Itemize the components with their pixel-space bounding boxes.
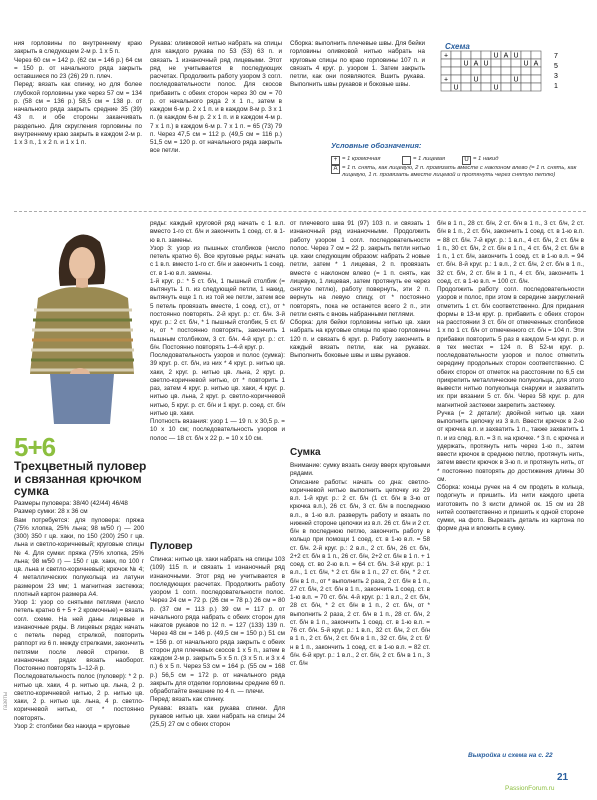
paragraph: Спинка: нитью цв. хаки набрать на спицы 103 (109) 115 п. и связать 1 изнаночный ряд изнаночными. Этот ряд не учитывается в последующих расчетах. Продолжить работу узором 1 согл. последовательности полос. Через 24 см = 72 р. (26 см = 78 р.) 26 см = 80 р. (37 см = 113 р.) 39 см = 117 р. от начального ряда набрать с обеих сторон для накатов рукавов по 12 п. = 127 (133) 139 п. Через 48 см = 146 р. (49,5 см = 150 р.) 51 см = 156 р. от начального ряда закрыть с обеих сторон для плечевых скосов 1 х 5 п., затем в каждом 2-м р. закрыть 5 х 5 п. (3 х 5 п. и 3 х 4 п.) 6 х 5 п. Через 53 см = 164 р. (55 см = 168 р.) 56,5 см = 172 р. от начального ряда закрыть для отделки горловины средние 69 п. обработайте внешние по 4 п. — плечи. [150, 556, 285, 695]
col4-bottom [437, 220, 584, 748]
schema-symbol: U [513, 76, 519, 84]
schema-symbol: U [483, 60, 489, 68]
schema-cell [471, 83, 481, 91]
schema-cell [461, 75, 471, 83]
schema-cell [501, 75, 511, 83]
schema-cell [501, 59, 511, 67]
schema-cell [451, 51, 461, 59]
paragraph: Сборка: концы ручек на 4 см продеть в кольца, подогнуть и пришить. Из нити каждого цвета изготовить по 3 кисти длиной ок. 15 см из 28 нитей соответственно и пришить к одной стороне сумки, на фото. Вырезать деталь из картона по форме дна и вложить в сумку. [437, 484, 584, 533]
knitting-chart [440, 50, 570, 92]
schema-symbol: + [443, 52, 449, 60]
model-photo [24, 224, 140, 424]
paragraph: Узор 1: узор со снятыми петлями (число петель кратно 6 + 5 + 2 кромочные) = вязать согл. схеме. На ней даны лицевые и изнаночные ряды. В лицевых рядах начать с петель перед стрелкой, повторить раппорт из 6 п. между стрелками, закончить петлями после левой стрелки. В изнаночных рядах вязать наоборот. Постоянно повторять 1–12-й р. [14, 599, 144, 672]
schema-row-number: 7 [554, 53, 558, 60]
col3-bag [290, 462, 430, 762]
schema-cell [461, 83, 471, 91]
schema-cell [511, 59, 521, 67]
schema-cell [531, 83, 541, 91]
schema-cell [521, 67, 531, 75]
paragraph: Перед: вязать как спинку, но для более глубокой горловины уже через 57 см = 134 р. (58 см = 136 р.) 58,5 см = 138 р. от начального ряда закрыть средние 35 (39) 43 п. и обе стороны заканчивать раздельно. Для скругления горловины по внутреннему краю закрыть в каждом 2-м р. 1 х 3 п., 1 х 2 п. и 1 х 1 п. [14, 81, 142, 146]
schema-symbol: U [453, 84, 459, 92]
paragraph: ния горловины по внутреннему краю закрыть в следующем 2-м р. 1 х 5 п. [14, 40, 142, 56]
col2-bottom [150, 220, 285, 538]
paragraph: от плечевого шва 91 (97) 103 п. и связать 1 изнаночный ряд изнаночными. Продолжить работу узором 1 согл. последовательности полос. Через 7 см = 22 р. закрыть петли нитью цв. хаки следующим образом: набрать 2 новые петли, затем * 1 лицевая, 2 п. провязать вместе с наклоном влево (= 1 п. снять, как лицевую, 1 лицевая, затем протянуть ее через снятую петлю), работу повернуть, эти 2 п. вернуть на левую спицу, от * постоянно повторять, пока не останется всего 2 п., эти петли снять с вновь набранными петлями. [290, 220, 430, 318]
schema-cell [521, 75, 531, 83]
schema-cell [501, 67, 511, 75]
schema-cell [511, 67, 521, 75]
col3-bottom [290, 220, 430, 445]
schema-symbol: A [503, 52, 509, 60]
schema-cell [521, 51, 531, 59]
col1-bottom [14, 500, 144, 762]
legend-symbol-yo: U [462, 156, 471, 165]
sidebar-label: газеты [3, 691, 9, 710]
paragraph: б/н в 1 п., 28 ст. б/н, 2 ст. б/н в 1 п., 3 ст. б/н, 2 ст. б/н в 1 п., 2 ст. б/н, закончить 1 соед. ст. в 1-ю в.п. = 88 ст. б/н. 7-й круг. р.: 1 в.п., 4 ст. б/н, 2 ст. б/н в 1 п., 30 ст. б/н, 2 ст. б/н в 1 п., 4 ст. б/н, 2 ст. б/н в 1 п., 1 ст. б/н, закончить 1 соед. ст. в 1-ю в.п. = 94 ст. б/н. 8-й круг. р.: 1 в.п., 2 ст. б/н, 2 ст. б/н в 1 п., 32 ст. б/н, 2 ст. б/н в 1 п., 4 ст. б/н, закончить 1 соед. ст. в 1-ю в.п. = 100 ст. б/н. [437, 220, 584, 285]
paragraph: Плотность вязания: узор 1 — 19 п. х 30,5 р. = 10 х 10 см; последовательность узоров и полос — 18 ст. б/н х 22 р. = 10 х 10 см. [150, 418, 285, 442]
article-number: 5+6 [14, 432, 56, 462]
schema-cell [441, 59, 451, 67]
schema-cell [531, 75, 541, 83]
col1-top [14, 40, 142, 205]
legend-item-knit: = 1 лицевая [413, 156, 446, 162]
schema-symbol: U [513, 52, 519, 60]
paragraph: Узор 2: столбики без накида = круговые [14, 722, 130, 730]
schema-cell [441, 67, 451, 75]
schema-row-number: 3 [554, 73, 558, 80]
schema-cell [481, 75, 491, 83]
schema-symbol: A [533, 60, 539, 68]
legend-title: Условные обозначения: [331, 141, 422, 150]
schema-cell [471, 67, 481, 75]
paragraph: Рукава: оливковой нитью набрать на спицы для каждого рукава по 53 (53) 63 п. и связать 1 изнаночный ряд лицевыми. Этот ряд не учитывается в последующих расчетах. Продолжить работу узором 3 согл. последовательности полос. Для скосов прибавить с обеих сторон через 30 см = 70 р. от начального ряда 2 х 1 п., затем в каждом 6-м р. 2 х 1 п. и в каждом 8-м р. 3 х 1 п. (в каждом 6-м р. 2 х 1 п. и в каждом 4-м р. 7 х 1 п.) в каждом 6-м р. 7 х 1 п. = 65 (73) 79 п. Через 47,5 см = 112 р. (49,5 см = 116 р.) 51,5 см = 120 р. от начального ряда закрыть все петли. [150, 40, 282, 155]
paragraph: Размеры пуловера: 38/40 (42/44) 46/48 [14, 500, 128, 507]
schema-symbol: U [473, 76, 479, 84]
schema-cell [491, 59, 501, 67]
bag-title: Сумка [290, 447, 321, 458]
schema-cell [461, 51, 471, 59]
schema-symbol: U [493, 84, 499, 92]
paragraph: Вам потребуется: для пуловера: пряжа (75% хлопка, 25% льна; 98 м/50 г) — 200 (300) 350 г цв. хаки, по 150 (200) 250 г цв. льна и светло-коричневый; круговые спицы № 4. Для сумки: пряжа (75% хлопка, 25% льна; 98 м/50 г) — 150 г цв. хаки, по 100 г цв. льна и светло-коричневый; крючок № 4; 4 металлических полукольца из латуни размером 23 мм; 1 магнитная застежка; плотный картон размера А4. [14, 516, 144, 598]
schema-title: Схема [445, 42, 470, 51]
schema-symbol: U [463, 60, 469, 68]
schema-cell [491, 75, 501, 83]
paragraph: Рукава: вязать как рукава спинки. Для рукавов нитью цв. хаки набрать на спицы 24 (25,5) 27 см с обеих сторон [150, 704, 285, 728]
paragraph: Узор 3: узор из пышных столбиков (число петель кратно 6). Все круговые ряды: начать с 1 в.п. вместо 1-го ст. б/н и закончить 1 соед. ст. в 1-ю в.п. замены. [150, 244, 285, 277]
legend-symbol-decrease: A [331, 165, 340, 174]
schema-cell [491, 67, 501, 75]
paragraph: Размер сумки: 28 х 36 см [14, 508, 88, 516]
schema-cell [481, 67, 491, 75]
paragraph: Сборка: для бейки горловины нитью цв. хаки набрать на круговые спицы по краю горловины 120 п. и связать 6 круг. р. Работу закончить в каждый вязать петли, как на рукавах. Выполнить боковые швы и швы рукавов. [290, 319, 430, 359]
paragraph: Перед: вязать как спинку. [150, 696, 225, 704]
paragraph: Продолжить работу согл. последовательности узоров и полос, при этом в середине закруглений отметить 1 ст. б/н соответственно. Для придания формы в 13-м круг. р. прибавить с обеих сторон на расстоянии 3 ст. б/н от отмеченных столбиков 1 х по 1 ст. б/н от отмеченного ст. б/н = 104 п. Эти прибавки повторить 5 раз в каждом 5-м круг. р. и в тех местах = 124 п. В 52-м круг. р. последовательности узоров и полос отметить середину продольных сторон соответственно. С обеих сторон от отметок на расстоянии по 6,5 см прикрепить металлические полукольца, для этого вывести нитью полукольца снаружи и захватить их при вязании 5 ст. б/н. Через 58 круг. р. для магнитной застежки закрепить застежку. [437, 286, 584, 409]
paragraph: ряды: каждый круговой ряд начать с 1 в.п. вместо 1-го ст. б/н и закончить 1 соед. ст. в 1-ю в.п. замены. [150, 220, 285, 244]
schema-cell [451, 75, 461, 83]
paragraph: Описание работы: начать со дна: светло-коричневой нитью выполнить цепочку из 29 в.п. 1-й круг. р.: 2 ст. б/н (1 ст. б/н в 3-ю от крючка в.п.), 26 ст. б/н, 3 ст. б/н в последнюю в.п., в 1-ю в.п. разверуть работу и вязать по нижней стороне цепочки из в.п. 26 ст. б/н и 2 ст. б/н в последнюю петлю, закончить работу в кольцо при помощи 1 соед. ст. в 1-ю в.п. = 58 ст. б/н. 2-й круг. р.: 2 в.п., 2 ст. б/н, 26 ст. б/н, 2+2 ст. б/н в 1 п., 26 ст. б/н, 2+2 ст. б/н в 1 п. + 1 соед. ст. во 2-ю в.п. = 64 ст. б/н. 3-й круг. р.: 1 в.п., 1 ст. б/н, * 2 ст. б/н в 1 п., 27 ст. б/н, * 2 ст. б/н в 1 п., от * выполнить 2 раза, 2 ст. б/н в 1 п., 27 ст. б/н, 2 ст. б/н в 1 п., закончить 1 соед. ст. в 1-ю в.п. = 70 ст. б/н. 4-й круг. р.: 1 в.п., 2 ст. б/н, 28 ст. б/н, * 2 ст. б/н в 1 п., 2 ст. б/н, от * выполнить 2 раза, 2 ст. б/н в 1 п., 28 ст. б/н, 2 ст. б/н в 1 п., закончить 1 соед. ст. в 1-ю в.п. = 76 ст. б/н. 5-й круг. р.: 1 в.п., 32 ст. б/н, 2 ст. б/н в 1 п., 2 ст. б/н, 2 ст. б/н в 1 п., 32 ст. б/н, 2 ст. б/н в 1 п., закончить 1 соед. ст. в 1-ю в.п. = 82 ст. б/н. 6-й круг. р.: 1 в.п., 2 ст. б/н, 2 ст. б/н в 1 п., 3 ст. б/н [290, 478, 430, 667]
legend-item-decrease: = 1 п. снять, как лицевую, 2 п. провязать вместе с наклоном влево (= 1 п. снять, как лицевую, 1 п. провязать вместе лицевой и протянуть через снятую петлю) [342, 165, 577, 178]
legend-item-edge: = 1 кромочная [342, 156, 381, 162]
schema-row-number: 5 [554, 63, 558, 70]
paragraph: 1-й круг. р.: * 5 ст. б/н, 1 пышный столбик (= вытянуть 1 п. из следующей петли, 1 накид, вытянуть еще 1 п. из той же петли, затем все 5 петель провязать вместе, 1 соед. ст.), от * постоянно повторять. 2-й круг. р.: ст. б/н. 3-й круг. р.: 2 ст. б/н, * 1 пышный столбик, 5 ст. б/н, от * постоянно повторять, закончить 1 пышным столбиком, 3 ст. б/н. 4-й круг. р.: ст. б/н. Постоянно повторять 1–4-й круг. р. [150, 277, 285, 351]
schema-cell [451, 67, 461, 75]
schema-cell [531, 51, 541, 59]
page-number: 21 [557, 772, 569, 783]
pattern-credit: Выкройка и схема на с. 22 [468, 752, 553, 759]
schema-cell [521, 83, 531, 91]
paragraph: Сборка: выполнить плечевые швы. Для бейки горловины оливковой нитью набрать на круговые спицы по краю горловины 107 п. и связать 4 круг. р. узором 1. Затем закрыть петли, как они появляются. Вшить рукава. Выполнить швы рукавов и боковые швы. [290, 40, 425, 89]
col2-pullover [150, 556, 285, 761]
legend-item-yo: = 1 накид [473, 156, 499, 162]
paragraph: Внимание: сумку вязать снизу вверх круговыми рядами. [290, 462, 430, 478]
col3-top [290, 40, 425, 130]
col2-top [150, 40, 282, 185]
paragraph: Последовательность полос (пуловер): * 2 р. нитью цв. хаки, 4 р. нитью цв. льна, 2 р. светло-коричневой нитью, 2 р. нитью цв. хаки, 2 р. нитью цв. льна, 4 р. светло-коричневой нитью, от * постоянно повторять. [14, 673, 144, 722]
schema-cell [461, 67, 471, 75]
article-title: Трехцветный пуловер и связанная крючком сумка [14, 459, 147, 498]
pullover-title: Пуловер [150, 541, 193, 552]
schema-symbol: A [473, 60, 479, 68]
legend-symbol-knit [402, 156, 411, 165]
schema-cell [481, 51, 491, 59]
schema-cell [481, 83, 491, 91]
schema-cell [531, 67, 541, 75]
legend-symbol-edge: + [331, 156, 340, 165]
paragraph: Последовательность узоров и полос (сумка): 39 круг. р. ст. б/н, из них * 4 круг. р. нитью цв. хаки, 2 круг. р. нитью цв. льна, 2 круг. р. светло-коричневой нитью, от * повторить 1 раз, затем 4 круг. р. нитью цв. хаки, 4 круг. р. нитью цв. льна, 2 круг. р. светло-коричневой нитью, 5 круг. р. ст. б/н и 1 круг. р. соед. ст. б/н нитью цв. хаки. [150, 352, 285, 417]
schema-cell [501, 83, 511, 91]
schema-cell [471, 51, 481, 59]
schema-cell [451, 59, 461, 67]
paragraph: Через 60 см = 142 р. (62 см = 146 р.) 64 см = 150 р. от начального ряда закрыть оставшиеся по 23 (26) 29 п. плеч. [14, 56, 142, 80]
schema-symbol: + [443, 76, 449, 84]
schema-symbol: U [493, 52, 499, 60]
paragraph: Ручка (= 2 детали): двойной нитью цв. хаки выполнить цепочку из 3 в.п. Ввести крючок в 2-ю от крючка в.п. и захватить 1 п., также захватить 1 п. и из след. в.п. = 3 п. на крючке. * 3 п. с крючка и удержать, протянуть нить через 1-ю п., затем ввести крючок в среднюю петлю, протянуть нить, затем ввести крючок в 3-ю п. и протянуть нить, от * постоянно повторять до достижения длины 30 см. [437, 409, 584, 483]
schema-cell [441, 83, 451, 91]
section-divider [14, 211, 586, 212]
site-watermark: PassionForum.ru [505, 785, 555, 792]
schema-symbol: U [523, 60, 529, 68]
schema-cell [511, 83, 521, 91]
schema-row-number: 1 [554, 83, 558, 90]
